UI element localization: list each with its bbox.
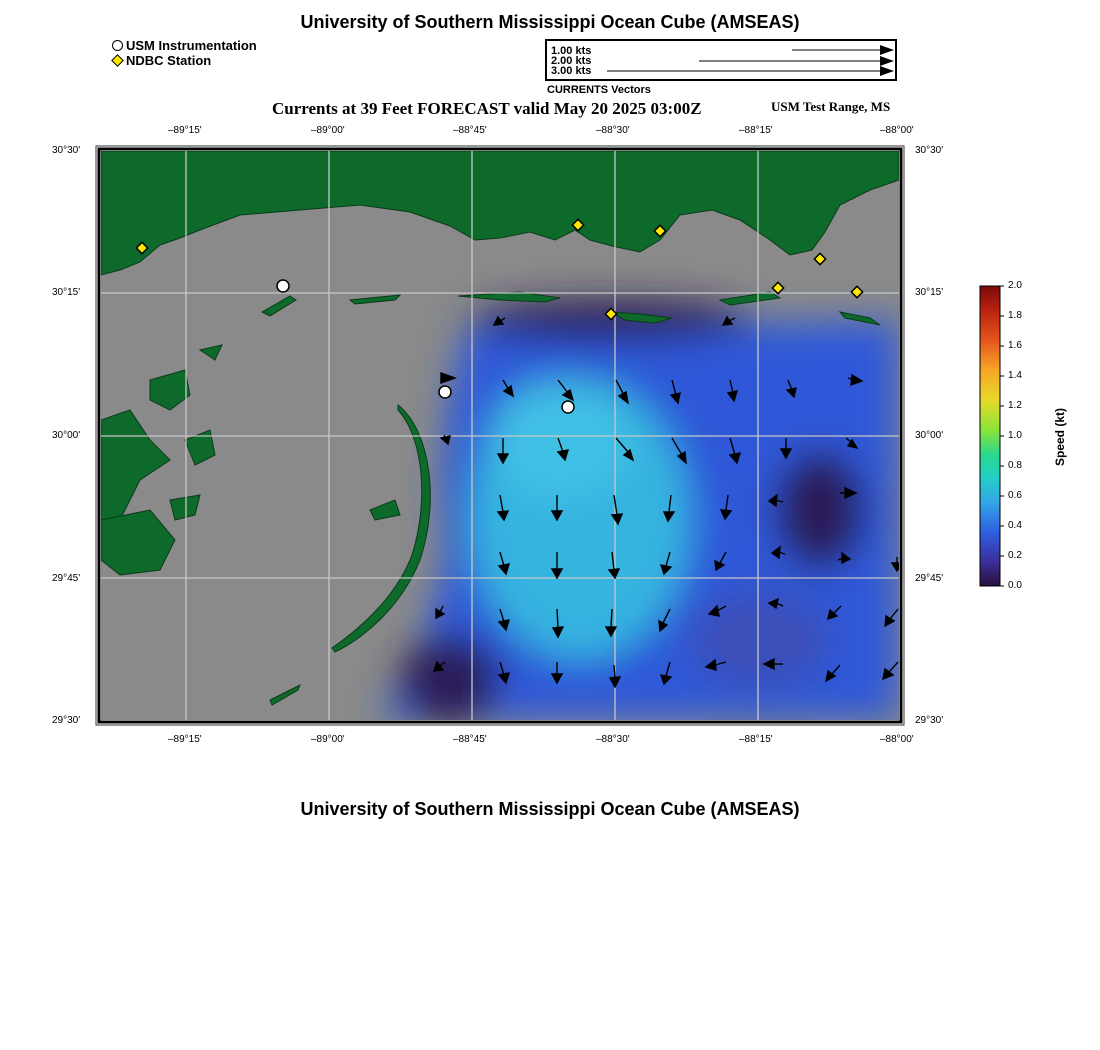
colorbar-tick: 2.0 [1008,280,1022,291]
lon-tick-top: –89°15' [168,125,202,136]
lat-tick-left: 30°15' [52,287,81,298]
colorbar-tick: 1.6 [1008,340,1022,351]
vector-scale-label-1: 1.00 kts [551,45,592,57]
current-speed-field [380,300,899,725]
colorbar-tick: 1.8 [1008,310,1022,321]
lat-tick-right: 30°15' [915,287,944,298]
vector-scale-label-2: 2.00 kts [551,55,592,67]
lon-tick-bottom: –88°30' [596,734,630,745]
lon-tick-top: –88°15' [739,125,773,136]
colorbar-tick: 1.0 [1008,430,1022,441]
colorbar-tick: 0.6 [1008,490,1022,501]
lon-tick-bottom: –89°15' [168,734,202,745]
legend-ndbc-label: NDBC Station [126,53,212,68]
usm-instrument-marker [277,280,289,292]
vector-scale-caption: CURRENTS Vectors [547,84,651,96]
lat-tick-right: 29°30' [915,715,944,726]
map-title: University of Southern Mississippi Ocean Cube (AMSEAS) [300,12,800,32]
lon-tick-bottom: –88°15' [739,734,773,745]
vector-scale-label-3: 3.00 kts [551,65,592,77]
range-label: USM Test Range, MS [771,99,891,114]
lon-tick-bottom: –88°45' [453,734,487,745]
colorbar-tick: 0.4 [1008,520,1022,531]
lat-tick-left: 30°30' [52,145,81,156]
legend-instrumentation-label: USM Instrumentation [126,38,257,53]
colorbar-title: Speed (kt) [1053,408,1067,467]
lat-tick-left: 29°45' [52,573,81,584]
lat-tick-right: 30°30' [915,145,944,156]
lon-tick-bottom: –89°00' [311,734,345,745]
colorbar-tick: 0.2 [1008,550,1022,561]
colorbar-tick: 1.4 [1008,370,1022,381]
lat-tick-right: 29°45' [915,573,944,584]
footer-title: University of Southern Mississippi Ocean Cube (AMSEAS) [300,799,800,819]
lon-tick-top: –88°00' [880,125,914,136]
colorbar-tick: 0.0 [1008,580,1022,591]
lon-tick-top: –88°30' [596,125,630,136]
speed-colorbar [980,286,1004,586]
lat-tick-right: 30°00' [915,430,944,441]
usm-instrument-marker [439,386,451,398]
lon-tick-top: –89°00' [311,125,345,136]
lon-tick-top: –88°45' [453,125,487,136]
lat-tick-left: 29°30' [52,715,81,726]
colorbar-tick: 1.2 [1008,400,1022,411]
colorbar-tick: 0.8 [1008,460,1022,471]
lon-tick-bottom: –88°00' [880,734,914,745]
usm-instrument-marker [562,401,574,413]
forecast-subtitle: Currents at 39 Feet FORECAST valid May 20 2025 03:00Z [272,99,702,118]
lat-tick-left: 30°00' [52,430,81,441]
